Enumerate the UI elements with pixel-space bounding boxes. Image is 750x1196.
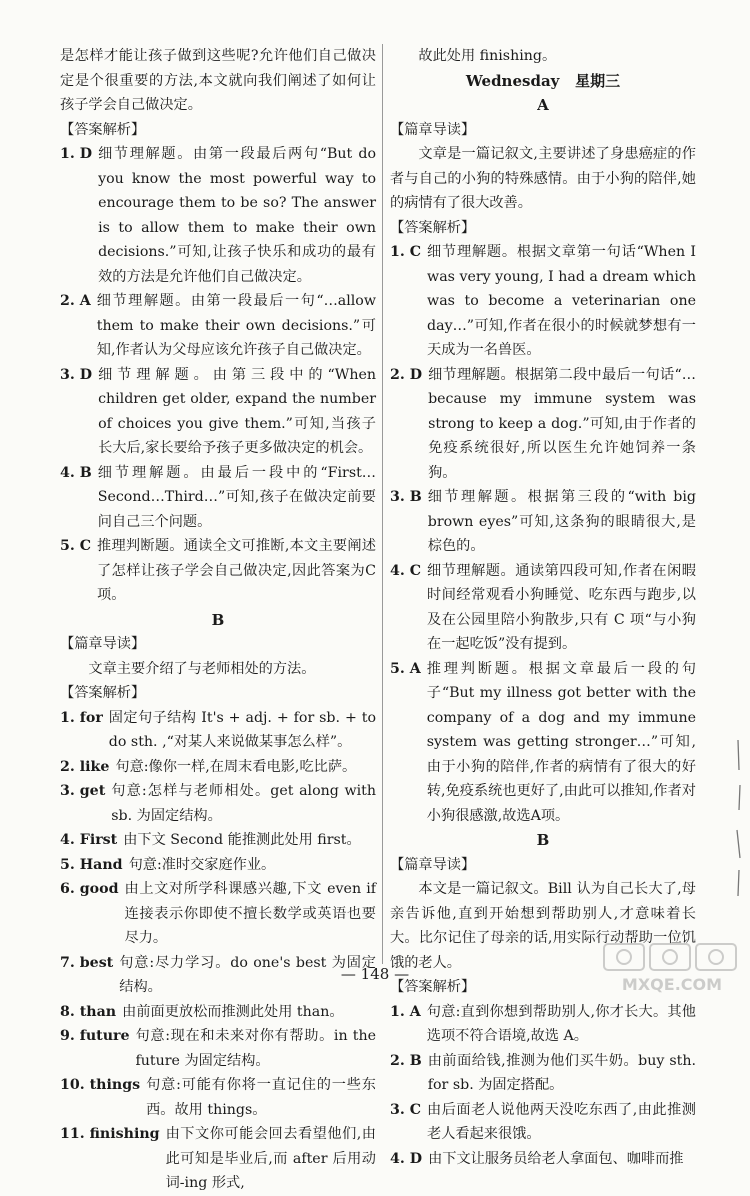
answer-item	[60, 461, 376, 535]
answer-text: 由上文对所学科课感兴趣,下文 even if 连接表示你即使不擅长数学或英语也要尽力。	[124, 881, 376, 946]
answer-number: 4. C	[390, 562, 422, 579]
section-heading-b: B	[536, 831, 550, 849]
day-chinese: 星期三	[575, 71, 621, 90]
day-heading	[390, 69, 696, 94]
answer-number: 4. B	[60, 464, 92, 481]
answer-number: 8. than	[60, 1003, 117, 1020]
answer-text: 细节理解题。由第一段最后两句“But do you know the most powerful way to encourage them to be so? The answer is to allow them to make their own decisions.”可知,让孩子快乐和成功的最有效的方法是允许他们自己做决定。	[98, 146, 376, 285]
answer-text: 句意:直到你想到帮助别人,你才长大。其他选项不符合语境,故选 A。	[426, 1003, 696, 1044]
answer-item	[60, 828, 376, 853]
guide-paragraph: 文章是一篇记叙文,主要讲述了身患癌症的作者与自己的小狗的特殊感情。由于小狗的陪伴,她的病情有了很大改善。	[390, 146, 696, 211]
guide-paragraph: 本文是一篇记叙文。Bill 认为自己长大了,母亲告诉他,直到开始想到帮助别人,才意味着长大。比尔记住了母亲的话,用实际行动帮助一位饥饿的老人。	[390, 881, 696, 971]
answer-number: 3. D	[60, 366, 93, 383]
answer-number: 2. like	[60, 758, 110, 775]
answer-text: 细节理解题。通读第四段可知,作者在闲暇时间经常观看小狗睡觉、吃东西与跑步,以及在公园里陪小狗散步,只有 C 项“与小狗在一起吃饭”没有提到。	[427, 562, 696, 652]
page-number: — 148 —	[340, 965, 410, 983]
answer-number: 5. Hand	[60, 856, 123, 873]
answer-text: 由下文让服务员给老人拿面包、咖啡而推	[428, 1150, 684, 1167]
left-column	[60, 44, 376, 1196]
day-english: Wednesday	[465, 71, 560, 90]
answer-number: 1. C	[390, 244, 422, 260]
answer-item	[390, 363, 696, 486]
intro-paragraph: 是怎样才能让孩子做到这些呢?允许他们自己做决定是个很重要的方法,本文就向我们阐述了如何让孩子学会自己做决定。	[60, 48, 376, 113]
answer-text: 句意:怎样与老师相处。get along with sb. 为固定结构。	[111, 783, 376, 824]
answer-list-b	[390, 1000, 696, 1172]
guide-heading: 【篇章导读】	[390, 856, 476, 873]
answer-item	[60, 1073, 376, 1122]
answer-text: 句意:准时交家庭作业。	[128, 856, 276, 873]
answer-number: 7. best	[60, 954, 114, 971]
answer-item	[390, 1098, 696, 1147]
guide-heading: 【篇章导读】	[390, 121, 476, 138]
answer-number: 9. future	[60, 1028, 130, 1044]
column-divider	[382, 44, 383, 964]
answer-text: 由前面更放松而推测此处用 than。	[122, 1003, 344, 1020]
answer-item	[390, 1000, 696, 1049]
answer-number: 4. First	[60, 832, 118, 848]
answer-number: 3. C	[390, 1101, 422, 1118]
answer-text: 句意:现在和未来对你有帮助。in the future 为固定结构。	[135, 1028, 376, 1069]
answer-item	[60, 853, 376, 878]
answers-heading: 【答案解析】	[60, 121, 146, 138]
answer-number: 1. D	[60, 146, 93, 162]
answer-item	[60, 363, 376, 461]
answer-item	[390, 559, 696, 657]
answer-item	[60, 289, 376, 363]
answer-number: 2. D	[390, 366, 423, 383]
answer-text: 细节理解题。由第一段最后一句“…allow them to make their own decisions.”可知,作者认为父母应该允许孩子自己做决定。	[96, 293, 376, 358]
answer-number: 6. good	[60, 881, 119, 897]
answer-item	[60, 1122, 376, 1196]
answer-list-a	[60, 142, 376, 608]
guide-paragraph: 文章主要介绍了与老师相处的方法。	[88, 660, 316, 677]
answer-item	[60, 1024, 376, 1073]
answers-heading: 【答案解析】	[390, 219, 476, 236]
answer-text: 固定句子结构 It's + adj. + for sb. + to do sth. ,“对某人来说做某事怎么样”。	[108, 709, 376, 750]
watermark-logo	[602, 940, 742, 996]
answers-heading: 【答案解析】	[60, 685, 146, 701]
answer-number: 4. D	[390, 1150, 423, 1167]
answer-number: 5. C	[60, 538, 92, 554]
answer-item	[60, 534, 376, 608]
answer-text: 由后面老人说他两天没吃东西了,由此推测老人看起来很饿。	[427, 1101, 696, 1142]
answer-list-b	[60, 706, 376, 1196]
answer-number: 2. A	[60, 293, 91, 309]
answer-text: 由下文 Second 能推测此处用 first。	[123, 832, 361, 848]
answer-item	[60, 755, 376, 780]
answer-number: 5. A	[390, 660, 421, 677]
scan-edge-marks	[734, 740, 746, 900]
answer-list-a	[390, 240, 696, 828]
answer-item	[390, 657, 696, 829]
answer-number: 1. for	[60, 709, 103, 726]
answer-item	[60, 1000, 376, 1025]
answer-item	[390, 240, 696, 363]
answer-text: 细节理解题。由最后一段中的“First… Second…Third…”可知,孩子在做决定前要问自己三个问题。	[97, 464, 376, 530]
answer-text: 句意:可能有你将一直记住的一些东西。故用 things。	[146, 1077, 376, 1118]
answer-text: 细节理解题。由第三段中的“When children get older, expand the number of choices you give them.”可知,当孩子长大后,家长要给予孩子更多做决定的机会。	[98, 366, 376, 456]
answer-item	[60, 142, 376, 289]
answer-number: 10. things	[60, 1077, 141, 1093]
svg-text:MXQE.COM: MXQE.COM	[621, 975, 723, 994]
answer-text: 细节理解题。根据文章第一句话“When I was very young, I had a dream which was to become a veterinarian one day…”可知,作者在很小的时候就梦想有一天成为一名兽医。	[427, 244, 696, 358]
answer-number: 11. finishing	[60, 1126, 160, 1142]
guide-heading: 【篇章导读】	[60, 636, 146, 652]
answer-item	[60, 877, 376, 951]
continued-text: 故此处用 finishing。	[418, 48, 557, 64]
section-heading-a: A	[537, 96, 549, 114]
answer-text: 句意:尽力学习。do one's best 为固定结构。	[119, 954, 376, 995]
answers-heading: 【答案解析】	[390, 979, 476, 995]
answer-number: 2. B	[390, 1052, 422, 1069]
answer-item	[390, 485, 696, 559]
answer-text: 句意:像你一样,在周末看电影,吃比萨。	[115, 758, 357, 775]
answer-text: 推理判断题。根据文章最后一段的句子“But my illness got better with the company of a dog and my immune system was getting stronger…”可知,由于小狗的陪伴,作者的病情有了很大的好转,免疫系统也更好了,由此可以推知,作者对小狗很感激,故选A项。	[426, 660, 696, 824]
answer-text: 细节理解题。根据第二段中最后一句话“…because my immune system was strong to keep a dog.”可知,由于作者的免疫系统很好,所以医生允许她饲养一条狗。	[428, 366, 696, 481]
section-heading-b: B	[211, 610, 225, 629]
answer-item	[390, 1147, 696, 1172]
answer-text: 由下文你可能会回去看望他们,由此可知是毕业后,而 after 后用动词-ing 形式,	[165, 1126, 376, 1191]
answer-number: 1. A	[390, 1003, 421, 1020]
answer-text: 细节理解题。根据第三段的“with big brown eyes”可知,这条狗的眼睛很大,是棕色的。	[427, 489, 696, 554]
answer-item	[390, 1049, 696, 1098]
answer-text: 推理判断题。通读全文可推断,本文主要阐述了怎样让孩子学会自己做决定,因此答案为C项。	[97, 538, 376, 603]
answer-number: 3. get	[60, 783, 106, 799]
answer-number: 3. B	[390, 489, 422, 505]
answer-text: 由前面给钱,推测为他们买牛奶。buy sth. for sb. 为固定搭配。	[427, 1052, 696, 1093]
answer-item	[60, 779, 376, 828]
answer-item	[60, 706, 376, 755]
